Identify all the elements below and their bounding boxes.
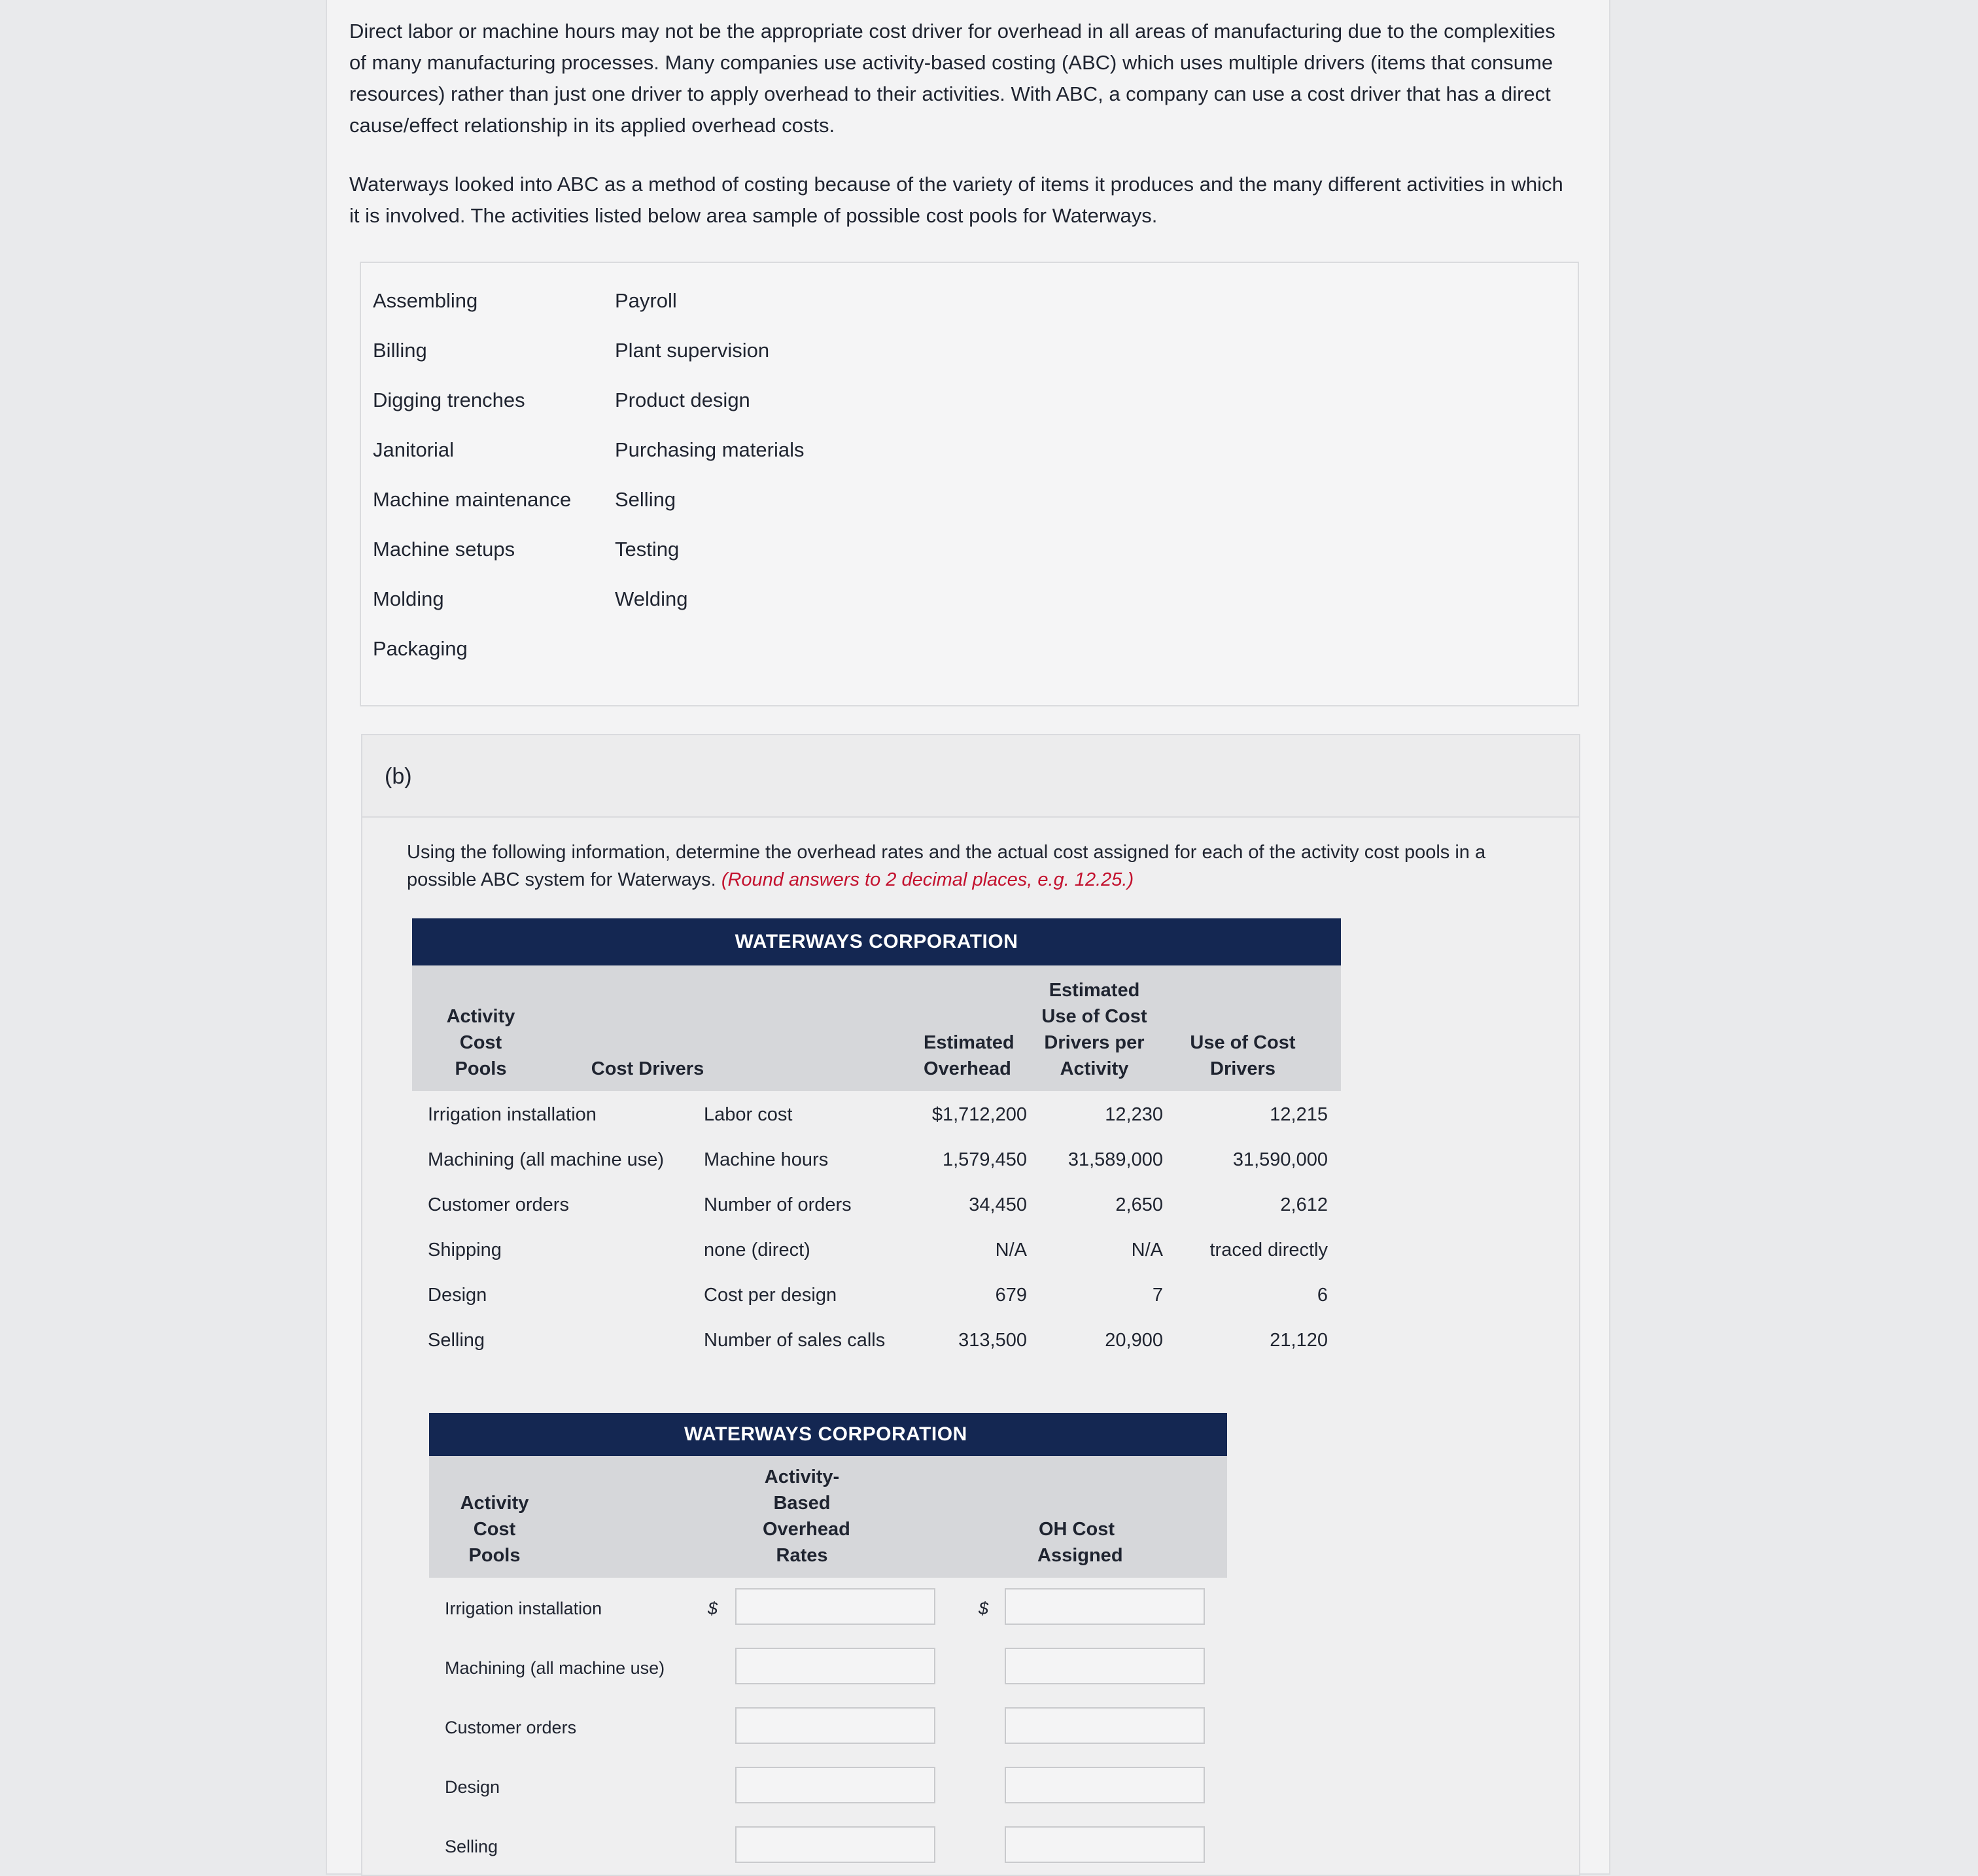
part-b-header (362, 735, 1579, 818)
cell-estimated-use: 20,900 (1105, 1330, 1163, 1351)
cell-pool: Customer orders (428, 1194, 569, 1215)
header-use-of-cost-drivers: Use of Cost Drivers (1190, 1032, 1296, 1079)
intro-text (349, 16, 1566, 259)
table-header (412, 965, 1341, 1091)
activity-item: Assembling (373, 289, 478, 312)
cell-use: 21,120 (1270, 1330, 1328, 1351)
cell-pool: Design (428, 1285, 487, 1306)
activity-item: Payroll (615, 289, 677, 312)
cell-use: 6 (1317, 1285, 1328, 1306)
oh-cost-assigned-input[interactable] (1005, 1826, 1205, 1863)
header-estimated-overhead: Estimated Overhead (924, 1032, 1015, 1079)
row-label: Selling (445, 1837, 498, 1856)
cell-overhead: $1,712,200 (931, 1104, 1027, 1125)
cell-driver: none (direct) (704, 1240, 810, 1260)
oh-cost-assigned-input[interactable] (1005, 1767, 1205, 1803)
header-cost-drivers: Cost Drivers (591, 1058, 704, 1079)
activity-list (360, 262, 1579, 706)
cell-overhead: 679 (995, 1285, 1027, 1306)
activity-item: Welding (615, 587, 688, 610)
activity-item: Plant supervision (615, 339, 770, 362)
cell-estimated-use: 31,589,000 (1067, 1149, 1163, 1170)
header-estimated-use-of-cost-drivers: Estimated Use of Cost Drivers per Activity (1041, 980, 1147, 1079)
activity-item: Molding (373, 587, 444, 610)
cell-driver: Machine hours (704, 1149, 829, 1170)
cell-estimated-use: 12,230 (1105, 1104, 1163, 1125)
activity-item: Testing (615, 538, 680, 561)
cell-pool: Machining (all machine use) (428, 1149, 665, 1170)
table-row (412, 1272, 1341, 1317)
oh-cost-assigned-input[interactable] (1005, 1588, 1205, 1625)
activity-item: Selling (615, 488, 676, 511)
cell-pool: Shipping (428, 1240, 502, 1260)
activity-item: Machine maintenance (373, 488, 572, 511)
instructions (407, 839, 1558, 894)
cell-pool: Irrigation installation (428, 1104, 597, 1125)
intro-paragraph-1: Direct labor or machine hours may not be the appropriate cost driver for overhead in all areas of manufacturing due to the complexities of many manufacturing processes. Many companies use activity-based costing (ABC) which uses multiple drivers (items that consume resources) rather than just one driver to apply overhead to their activities. With ABC, a company can use a cost driver that has a direct cause/effect relationship in its applied overhead costs. (349, 20, 1555, 137)
cell-use: 31,590,000 (1232, 1149, 1328, 1170)
cell-estimated-use: N/A (1131, 1240, 1163, 1260)
header-oh-cost-assigned: OH Cost Assigned (1037, 1519, 1123, 1566)
oh-cost-assigned-input[interactable] (1005, 1707, 1205, 1744)
header-overhead-rates: Activity-Based Overhead Rates (763, 1467, 850, 1566)
row-label: Irrigation installation (445, 1599, 602, 1618)
part-label: (b) (385, 764, 412, 789)
overhead-rate-input[interactable] (735, 1826, 935, 1863)
activity-item: Janitorial (373, 438, 455, 461)
table-row (412, 1181, 1341, 1226)
activity-column-right (615, 276, 804, 624)
cell-overhead: N/A (995, 1240, 1027, 1260)
oh-cost-assigned-input[interactable] (1005, 1648, 1205, 1684)
table-title: WATERWAYS CORPORATION (412, 918, 1341, 965)
table-row (429, 1756, 1227, 1816)
overhead-rate-input[interactable] (735, 1767, 935, 1803)
question-page (327, 0, 1609, 1873)
overhead-rate-input[interactable] (735, 1707, 935, 1744)
cell-overhead: 34,450 (969, 1194, 1027, 1215)
cell-driver: Labor cost (704, 1104, 793, 1125)
overhead-rate-input[interactable] (735, 1588, 935, 1625)
table-row (412, 1091, 1341, 1136)
cell-driver: Number of sales calls (704, 1330, 886, 1351)
activity-item: Product design (615, 389, 750, 411)
cell-use: traced directly (1209, 1240, 1328, 1260)
table-row (412, 1226, 1341, 1272)
rounding-note: (Round answers to 2 decimal places, e.g. 12.25.) (721, 869, 1134, 890)
instructions-text: Using the following information, determine the overhead rates and the actual cost assigned for each of the activity cost pools in a possible ABC system for Waterways. (407, 842, 1486, 890)
activity-column-left (373, 276, 571, 674)
cell-driver: Cost per design (704, 1285, 837, 1306)
activity-item: Digging trenches (373, 389, 525, 411)
row-label: Customer orders (445, 1718, 577, 1737)
table-row (412, 1136, 1341, 1181)
header-activity-cost-pools: Activity Cost Pools (446, 1006, 515, 1079)
table-row (429, 1578, 1227, 1637)
cell-estimated-use: 7 (1152, 1285, 1163, 1306)
cell-estimated-use: 2,650 (1115, 1194, 1163, 1215)
activity-item: Machine setups (373, 538, 515, 561)
activity-item: Billing (373, 339, 427, 362)
answer-table (429, 1413, 1227, 1875)
activity-item: Purchasing materials (615, 438, 805, 461)
cell-pool: Selling (428, 1330, 485, 1351)
overhead-rate-input[interactable] (735, 1648, 935, 1684)
cell-use: 12,215 (1270, 1104, 1328, 1125)
table-row (429, 1697, 1227, 1756)
table-row (412, 1317, 1341, 1362)
table-row (429, 1637, 1227, 1697)
header-activity-cost-pools: Activity Cost Pools (460, 1493, 529, 1566)
row-label: Machining (all machine use) (445, 1658, 665, 1678)
dollar-sign: $ (979, 1599, 989, 1618)
cell-driver: Number of orders (704, 1194, 852, 1215)
table-header (429, 1456, 1227, 1578)
row-label: Design (445, 1777, 500, 1797)
dollar-sign: $ (708, 1599, 718, 1618)
cell-overhead: 1,579,450 (942, 1149, 1027, 1170)
cost-driver-table (412, 918, 1341, 1362)
cell-use: 2,612 (1280, 1194, 1328, 1215)
table-title: WATERWAYS CORPORATION (429, 1413, 1227, 1456)
activity-item: Packaging (373, 637, 468, 660)
cell-overhead: 313,500 (958, 1330, 1027, 1351)
part-b-section (361, 734, 1580, 1876)
intro-paragraph-2: Waterways looked into ABC as a method of costing because of the variety of items it produces and the many different activities in which it is involved. The activities listed below area sample of possible cost pools for Waterways. (349, 173, 1563, 227)
table-row (429, 1816, 1227, 1875)
